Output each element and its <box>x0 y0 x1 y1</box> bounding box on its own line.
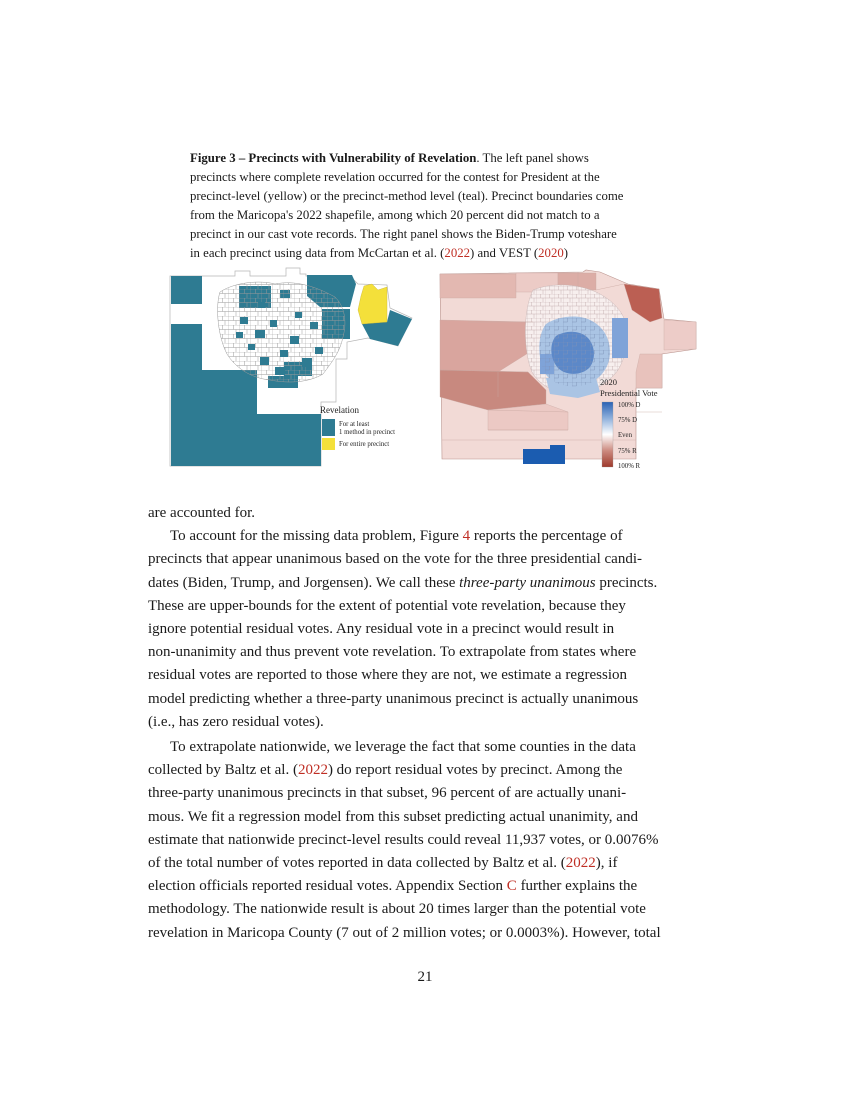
legend-tick: 75% R <box>618 448 637 455</box>
legend-tick: Even <box>618 432 632 439</box>
body-line: three-party unanimous precincts in that subset, 96 percent of are actually unani- <box>148 785 627 802</box>
citation-link[interactable]: C <box>506 878 517 895</box>
body-line: election officials reported residual votes. Appendix Section C further explains the <box>148 878 638 895</box>
caption-line: from the Maricopa's 2022 shapefile, among which 20 percent did not match to a <box>190 208 600 222</box>
body-line: dates (Biden, Trump, and Jorgensen). We call these three-party unanimous precincts. <box>148 574 658 591</box>
legend-tick: 100% D <box>618 402 641 409</box>
voteshare-map <box>428 262 720 494</box>
body-line: residual votes are reported to those where they are not, we estimate a regression <box>148 667 627 684</box>
paragraph <box>148 736 707 945</box>
figure-caption <box>190 149 658 263</box>
body-line: model predicting whether a three-party unanimous precinct is actually unanimous <box>148 690 639 707</box>
body-line: estimate that nationwide precinct-level results could reveal 11,937 votes, or 0.0076% <box>148 831 659 848</box>
citation-link[interactable]: 4 <box>462 528 471 545</box>
body-line: mous. We fit a regression model from this subset predicting actual unanimity, and <box>148 808 638 825</box>
caption-line: in each precinct using data from McCartan et al. (2022) and VEST (2020) <box>190 246 569 260</box>
legend-label: 1 method in precinct <box>339 429 396 436</box>
revelation-legend <box>320 405 395 450</box>
body-line: To extrapolate nationwide, we leverage the fact that some counties in the data <box>170 739 636 756</box>
citation-link[interactable]: 2022 <box>565 855 596 872</box>
legend-title: Revelation <box>320 405 359 415</box>
body-line: To account for the missing data problem, Figure 4 reports the percentage of <box>170 528 623 545</box>
body-line: These are upper-bounds for the extent of potential vote revelation, because they <box>148 597 626 614</box>
body-text <box>148 502 707 945</box>
citation-link[interactable]: 2022 <box>297 762 328 779</box>
citation-link[interactable]: 2022 <box>444 246 471 260</box>
paragraph <box>148 525 707 734</box>
body-line: ignore potential residual votes. Any residual vote in a precinct would result in <box>148 621 615 638</box>
body-line: precincts that appear unanimous based on the vote for the three presidential candi- <box>148 551 642 568</box>
page-number: 21 <box>417 969 433 985</box>
legend-tick: 100% R <box>618 463 641 470</box>
legend-tick: 75% D <box>618 417 638 424</box>
legend-colorbar <box>602 402 613 467</box>
legend-label: For at least <box>339 421 370 428</box>
body-line: collected by Baltz et al. (2022) do report residual votes by precinct. Among the <box>148 762 623 779</box>
legend-title: Presidential Vote <box>600 388 658 398</box>
body-line: methodology. The nationwide result is about 20 times larger than the potential vote <box>148 901 646 918</box>
citation-link[interactable]: 2020 <box>538 246 564 260</box>
legend-swatch-yellow <box>322 438 335 450</box>
caption-line: precinct-level (yellow) or the precinct-method level (teal). Precinct boundaries come <box>190 189 624 203</box>
caption-line: precincts where complete revelation occurred for the contest for President at the <box>190 170 600 184</box>
caption-line: Figure 3 – Precincts with Vulnerability of Revelation. The left panel shows <box>190 151 589 165</box>
legend-title: 2020 <box>600 377 617 387</box>
body-line: of the total number of votes reported in data collected by Baltz et al. (2022), if <box>148 855 618 872</box>
legend-label: For entire precinct <box>339 441 390 448</box>
revelation-map <box>140 262 430 494</box>
caption-line: precinct in our cast vote records. The right panel shows the Biden-Trump voteshare <box>190 227 617 241</box>
body-line: are accounted for. <box>148 505 256 521</box>
paragraph <box>148 502 707 525</box>
legend-swatch-teal <box>322 419 335 436</box>
figure-3-maps <box>140 262 720 494</box>
body-line: non-unanimity and thus prevent vote revelation. To extrapolate from states where <box>148 644 637 661</box>
body-line: (i.e., has zero residual votes). <box>148 713 324 730</box>
body-line: revelation in Maricopa County (7 out of 2 million votes; or 0.0003%). However, total <box>148 924 661 941</box>
